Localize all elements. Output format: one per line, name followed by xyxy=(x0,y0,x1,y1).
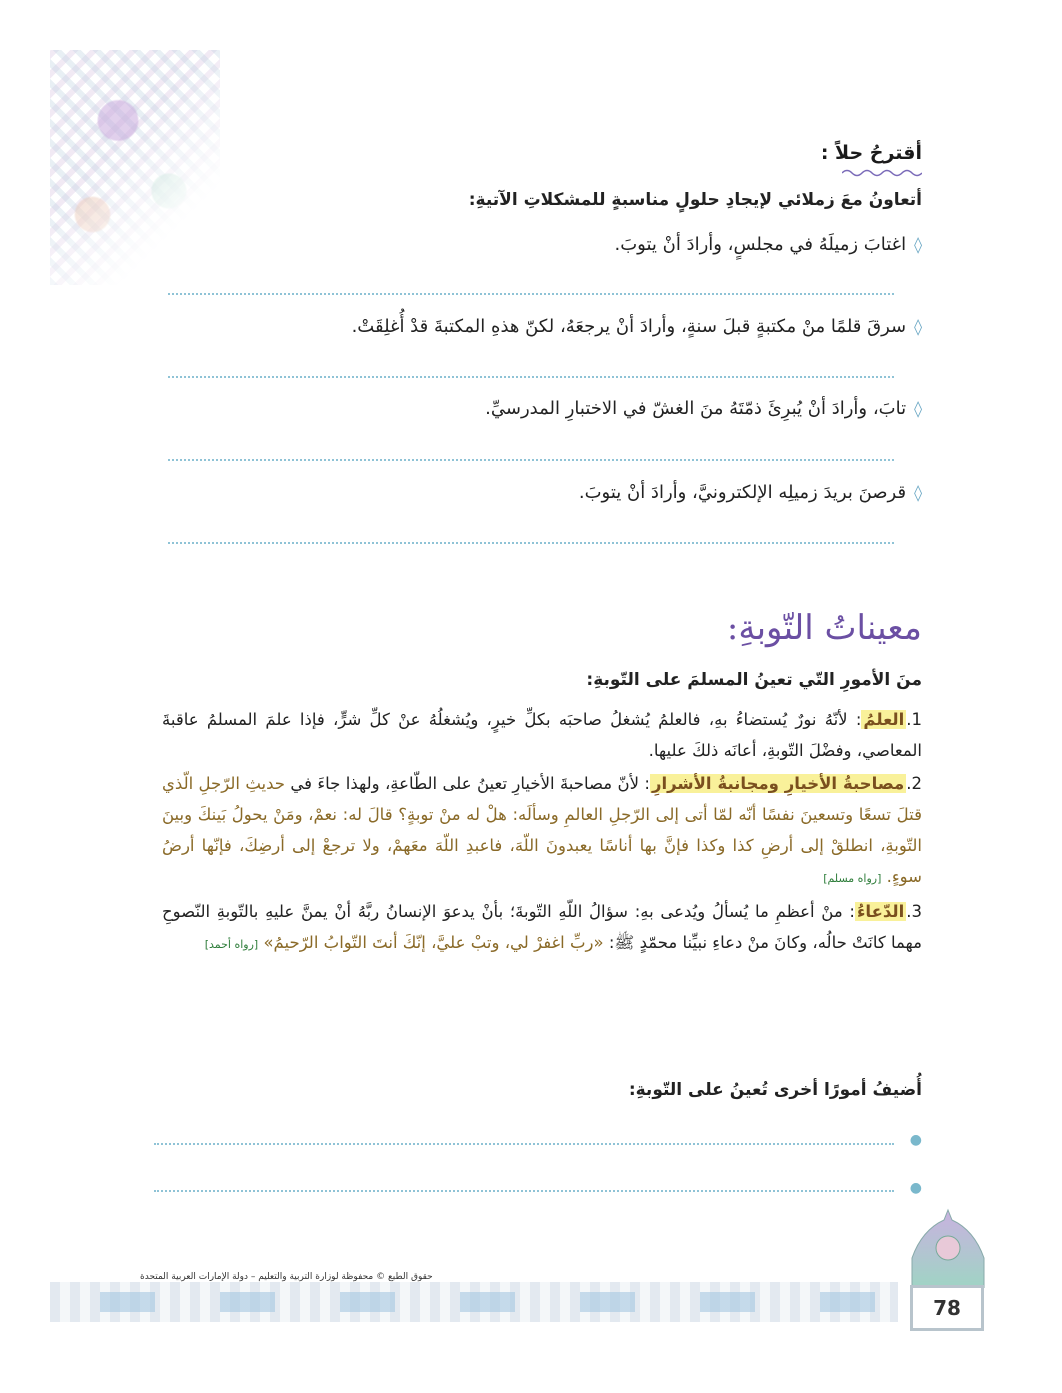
answer-line[interactable] xyxy=(168,376,894,378)
answer-line[interactable] xyxy=(168,293,894,295)
copyright-text: حقوق الطبع © محفوظة لوزارة التربية والتعليم – دولة الإمارات العربية المتحدة xyxy=(140,1272,433,1282)
item-number: 3. xyxy=(906,902,922,921)
answer-line[interactable] xyxy=(168,542,894,544)
item-text: : لأنّهُ نورٌ يُستضاءُ بهِ، فالعلمُ يُشغلُ صاحبَه بكلِّ خيرٍ، ويُشغلُهُ عنْ كلِّ شرٍّ، فإذا علمَ المسلمُ عاقبةَ المعاصي، وفضْلَ التّوبةِ، أعانَه ذلكَ عليها. xyxy=(162,710,922,760)
answer-line[interactable] xyxy=(154,1190,894,1192)
hadith-reference: [رواه مسلم] xyxy=(823,872,882,885)
diamond-outline-icon: ◊ xyxy=(914,235,922,254)
activity-title: أقترحُ حلاً : xyxy=(820,142,922,164)
item-text: : منْ أعظمِ ما يُسألُ ويُدعى بهِ: سؤالُ اللّهِ التّوبةَ؛ بأنْ يدعوَ الإنسانُ ربَّهُ أنْ يمنَّ عليهِ بالتّوبةِ النّصوحِ مهما كانَتْ حالُه، وكانَ منْ دعاءِ نبيِّنا محمّدٍ ﷺ: xyxy=(162,902,922,952)
helpers-intro: منَ الأمورِ التّي تعينُ المسلمَ على التّوبةِ: xyxy=(586,670,922,690)
item-number: 1. xyxy=(906,710,922,729)
corner-ornament xyxy=(50,50,220,285)
problem-text: تابَ، وأرادَ أنْ يُبرِئَ ذمّتَهُ منَ الغشّ في الاختبارِ المدرسيِّ. xyxy=(485,398,907,419)
problem-item xyxy=(579,482,922,503)
diamond-outline-icon: ◊ xyxy=(914,399,922,418)
title-underline xyxy=(842,168,922,178)
item-number: 2. xyxy=(906,774,922,793)
footer-ornament-strip xyxy=(50,1282,898,1322)
hadith-text: حديثِ الرّجلِ الّذي قتلَ تسعًا وتسعينَ نفسًا أنّه لمّا أتى إلى الرّجلِ العالمِ وسألَه: هلْ له منْ توبةٍ؟ قالَ له: نعمْ، ومَنْ يحولُ بَينكَ وبينَ التّوبةِ، انطلقْ إلى أرضِ كذا وكذا فإنَّ بها أناسًا يعبدونَ اللّهَ، فاعبدِ اللّهَ معَهمْ، ولا ترجعْ إلى أرضِكَ، فإنّها أرضُ سوءٍ. xyxy=(162,774,922,886)
dot-icon: ● xyxy=(909,1132,922,1148)
problem-item xyxy=(485,398,922,419)
answer-line[interactable] xyxy=(168,459,894,461)
helpers-heading: معيناتُ التّوبةِ: xyxy=(726,608,922,648)
problem-text: قرصنَ بريدَ زميلِه الإلكترونيَّ، وأرادَ أنْ يتوبَ. xyxy=(578,482,907,503)
hadith-text: «ربِّ اغفرْ لي، وتبْ عليَّ، إنّكَ أنتَ التّوابُ الرّحيمُ» xyxy=(263,933,604,952)
add-more-question: أُضيفُ أمورًا أخرى تُعينُ على التّوبةِ: xyxy=(628,1080,922,1100)
activity-intro: أتعاونُ معَ زملائي لإيجادِ حلولٍ مناسبةٍ للمشكلاتِ الآتيةِ: xyxy=(468,190,922,210)
helper-item xyxy=(162,704,922,766)
problem-item xyxy=(614,234,922,255)
problem-text: اغتابَ زميلَهُ في مجلسٍ، وأرادَ أنْ يتوبَ. xyxy=(614,234,907,255)
diamond-outline-icon: ◊ xyxy=(914,317,922,336)
diamond-outline-icon: ◊ xyxy=(914,483,922,502)
item-label: مصاحبةُ الأخيارِ ومجانبةُ الأشرارِ xyxy=(651,774,905,793)
page-ornament-icon xyxy=(904,1208,992,1288)
item-text: : لأنّ مصاحبةَ الأخيارِ تعينُ على الطّاعةِ، ولهذا جاءَ في xyxy=(285,774,650,793)
dot-icon: ● xyxy=(909,1180,922,1196)
problem-text: سرقَ قلمًا منْ مكتبةٍ قبلَ سنةٍ، وأرادَ أنْ يرجعَهُ، لكنّ هذهِ المكتبةَ قدْ أُغلِقَتْ. xyxy=(351,316,907,337)
hadith-reference: [رواه أحمد] xyxy=(204,938,259,951)
helper-item xyxy=(162,768,922,894)
page-number: 78 xyxy=(910,1285,984,1331)
helpers-list xyxy=(162,704,922,962)
item-label: العلمُ xyxy=(863,710,905,729)
answer-line[interactable] xyxy=(154,1143,894,1145)
helper-item xyxy=(162,896,922,960)
problem-item xyxy=(352,316,922,337)
item-label: الدّعاءُ xyxy=(856,902,905,921)
